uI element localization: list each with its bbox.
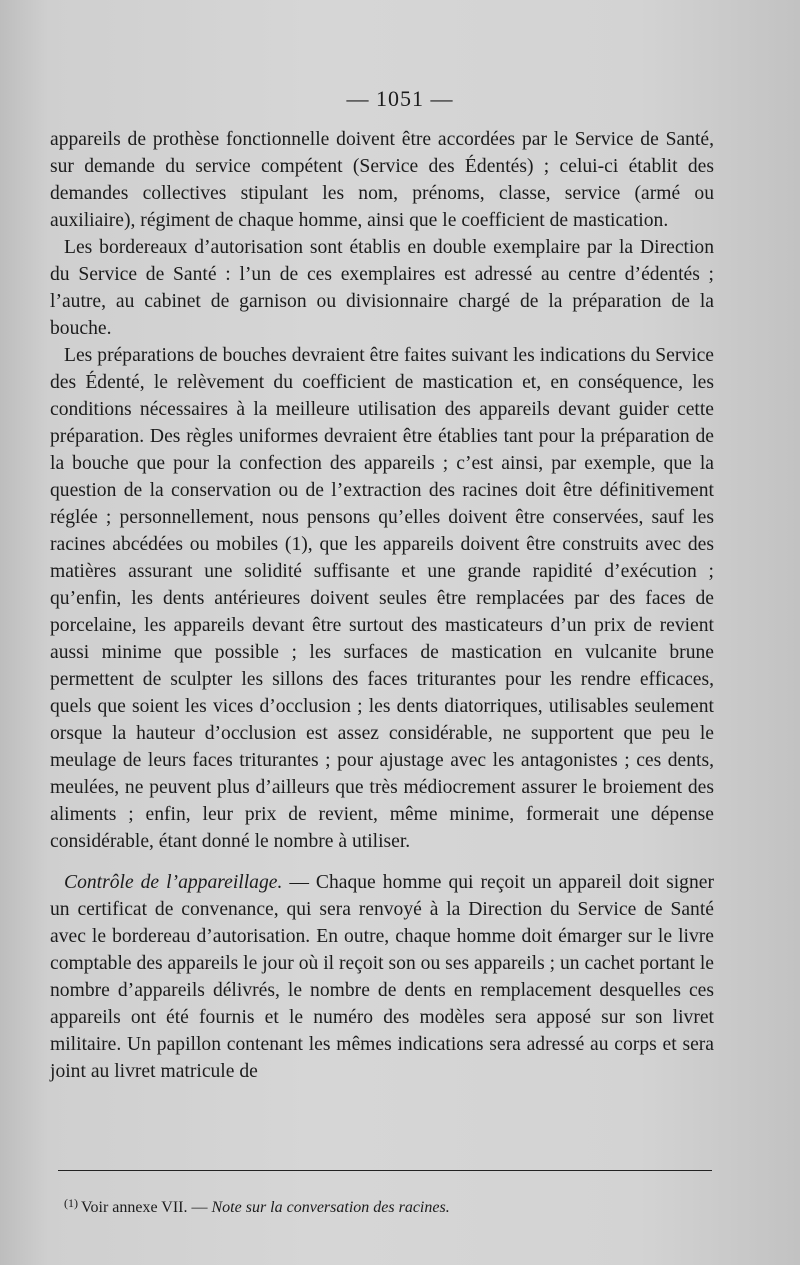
section-text: Chaque homme qui reçoit un appareil doit signer un certificat de convenance, qui sera renvoyé à la Direction du Service de Santé avec le bordereau d’autorisation. En outre, chaque homme doit émarger sur le livre comptable des appareils le jour où il reçoit son ou ses appareils ; un cachet portant le nombre d’appareils délivrés, le nombre de dents en remplacement desquelles ces appareils ont été fournis et le numéro des modèles sera apposé sur son livret militaire. Un papillon contenant les mêmes indications sera adressé au corps et sera joint au livret matricule de — [50, 872, 715, 1082]
paragraph-1: appareils de prothèse fonctionnelle doivent être accordées par le Service de Santé, sur demande du service compétent (Service des Édentés) ; celui-ci établit des demandes collectives stipulant les nom, prénoms, classe, service (armé ou auxiliaire), régiment de chaque homme, ainsi que le coefficient de mastication. — [50, 129, 714, 231]
footnote-rule — [58, 1170, 712, 1171]
body-text — [50, 126, 714, 1085]
footnote-mark: (1) — [64, 1196, 78, 1210]
footnote — [64, 1192, 714, 1219]
section-paragraph — [50, 869, 714, 1085]
paragraph-2: Les bordereaux d’autorisation sont établis en double exemplaire par la Direction du Service de Santé : l’un de ces exemplaires est adressé au centre d’édentés ; l’autre, au cabinet de garnison ou divisionnaire chargé de la préparation de la bouche. — [50, 237, 714, 339]
section-title: Contrôle de l’appareillage. — [64, 872, 283, 893]
paragraph-3: Les préparations de bouches devraient être faites suivant les indications du Service des Édenté, le relèvement du coefficient de mastication et, en conséquence, les conditions nécessaires à la meilleure utilisation des appareils devant guider cette préparation. Des règles uniformes devraient être établies tant pour la préparation de la bouche que pour la confection des appareils ; c’est ainsi, par exemple, que la question de la conservation ou de l’extraction des racines doit être définitivement réglée ; personnellement, nous pensons qu’elles doivent être conservées, sauf les racines abcédées ou mobiles (1), que les appareils doivent être construits avec des matières assurant une solidité suffisante et une grande rapidité d’exécution ; qu’enfin, les dents antérieures doivent seules être remplacées par des faces de porcelaine, les appareils devant être surtout des masticateurs d’un prix de revient aussi minime que possible ; les surfaces de mastication en vulcanite brune permettent de sculpter les sillons des faces triturantes pour les rendre efficaces, quels que soient les vices d’occlusion ; les dents diatorriques, utilisables seulement orsque la hauteur d’occlusion est assez considérable, ne supportent que peu le meulage de leurs faces triturantes ; pour ajustage avec les antagonistes ; ces dents, meulées, ne peuvent plus d’ailleurs que très médiocrement assurer le broiement des aliments ; enfin, leur prix de revient, même minime, formerait une dépense considérable, étant donné le nombre à utiliser. — [50, 345, 714, 852]
page-number: — 1051 — — [346, 86, 454, 111]
section-dash: — — [282, 872, 316, 893]
footnote-title: Note sur la conversation des racines. — [211, 1199, 450, 1216]
footnote-prefix: Voir annexe VII. — — [81, 1199, 212, 1216]
